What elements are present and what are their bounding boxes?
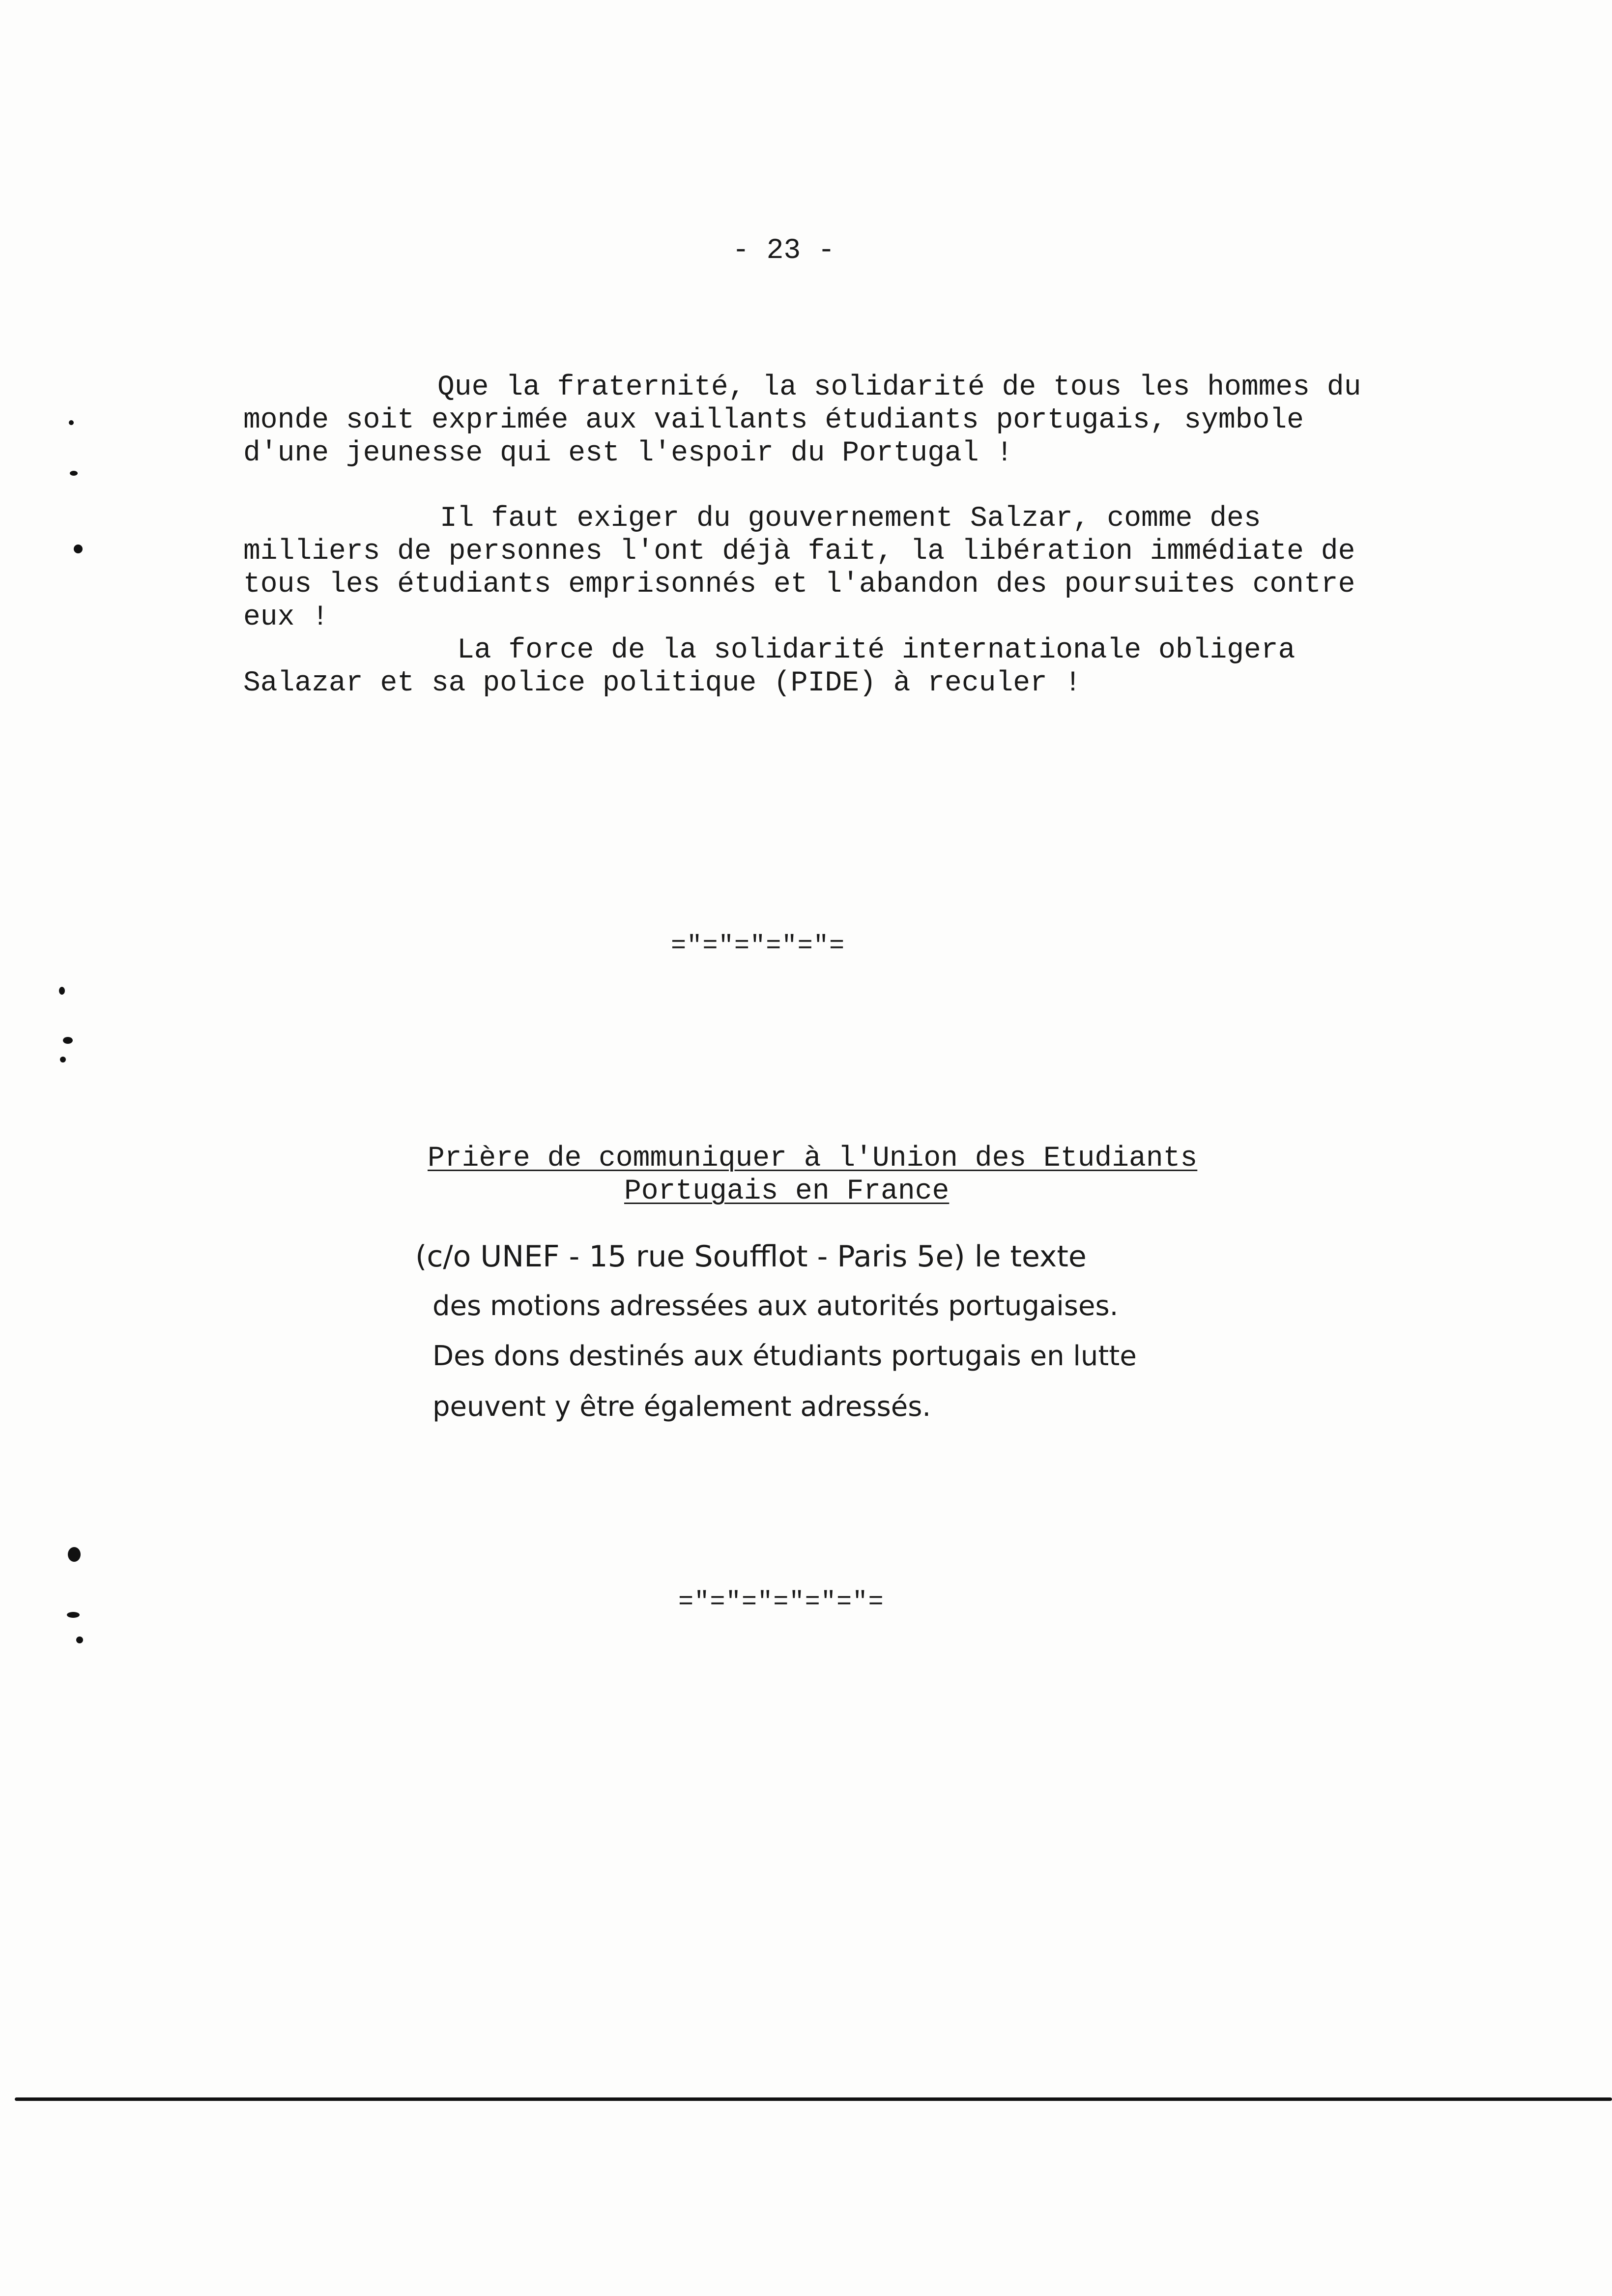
scan-speck: [76, 1636, 83, 1643]
paragraph2-line-4: eux !: [243, 602, 329, 633]
paragraph2-line-1: Il faut exiger du gouvernement Salzar, comme des: [440, 503, 1261, 535]
paragraph2-line-3: tous les étudiants emprisonnés et l'abandon des poursuites contre: [243, 569, 1355, 601]
notice-heading-line-2: Portugais en France: [624, 1176, 950, 1207]
scan-speck: [69, 420, 74, 425]
page-number: - 23 -: [732, 235, 835, 267]
separator-2: ="="="="="="=: [678, 1587, 884, 1616]
scan-speck: [67, 1612, 80, 1618]
scan-speck: [68, 1547, 81, 1562]
bottom-rule: [15, 2097, 1612, 2101]
paragraph1-line-3: d'une jeunesse qui est l'espoir du Portugal !: [243, 437, 1013, 469]
notice-body-line-3: Des dons destinés aux étudiants portugais en lutte: [432, 1340, 1137, 1372]
paragraph3-line-1: La force de la solidarité internationale obligera: [457, 634, 1295, 666]
scan-speck: [74, 545, 83, 553]
notice-heading-line-1: Prière de communiquer à l'Union des Etudiants: [428, 1143, 1198, 1175]
paragraph2-line-2: milliers de personnes l'ont déjà fait, la libération immédiate de: [243, 536, 1355, 568]
paragraph3-line-2: Salazar et sa police politique (PIDE) à reculer !: [243, 667, 1082, 699]
paragraph1-line-2: monde soit exprimée aux vaillants étudiants portugais, symbole: [243, 404, 1304, 436]
notice-body-line-1: (c/o UNEF - 15 rue Soufflot - Paris 5e) le texte: [415, 1239, 1087, 1274]
scan-speck: [59, 987, 65, 995]
notice-body-line-2: des motions adressées aux autorités portugaises.: [432, 1290, 1119, 1322]
notice-body-line-4: peuvent y être également adressés.: [432, 1391, 931, 1423]
scan-speck: [60, 1057, 66, 1062]
scan-speck: [63, 1037, 73, 1044]
paragraph1-line-1: Que la fraternité, la solidarité de tous les hommes du: [437, 372, 1361, 403]
separator-1: ="="="="="=: [671, 931, 845, 960]
scan-speck: [70, 471, 78, 476]
